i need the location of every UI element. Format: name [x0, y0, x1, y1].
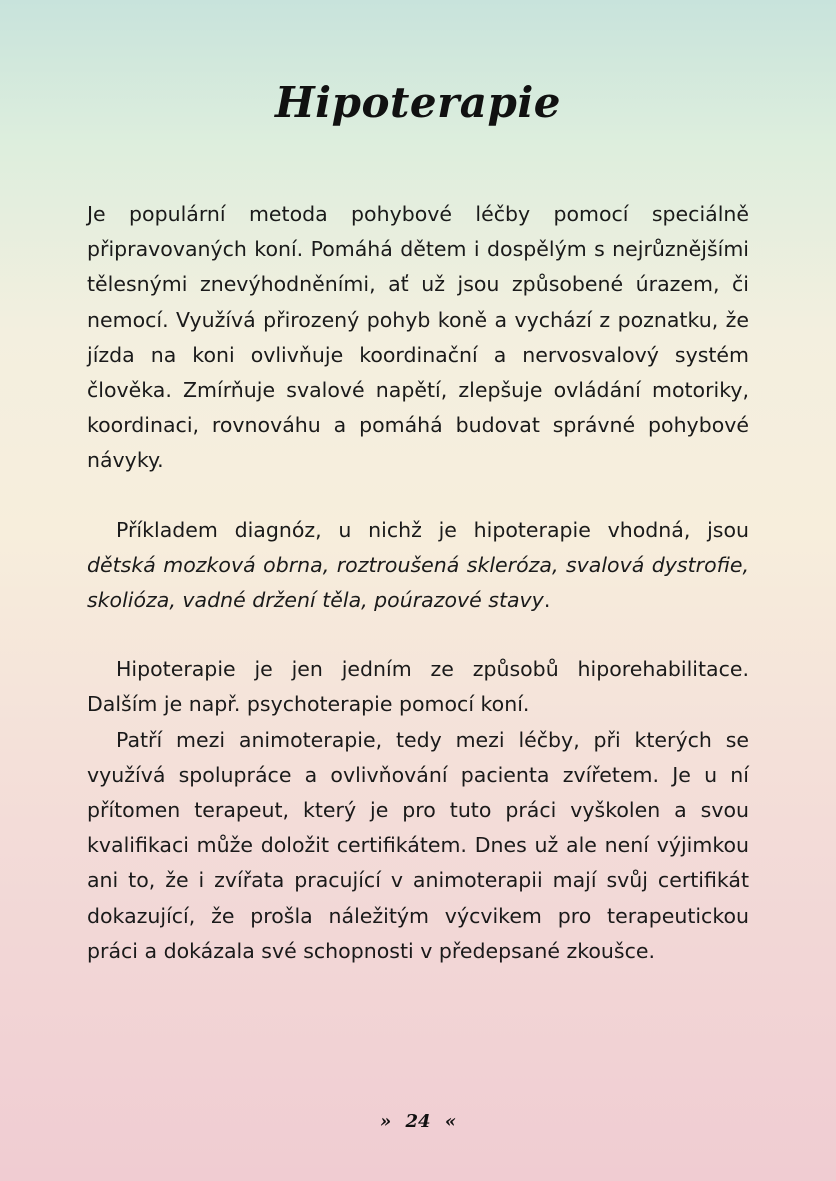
paragraph-animotherapy: Patří mezi animoterapie, tedy mezi léčby, při kterých se využívá spolupráce a ovlivňování pacienta zvířetem. Je u ní přítomen terapeut, který je pro tuto práci vyškolen a svou kvalifikaci může doložit certifikátem. Dnes už ale není výjimkou ani to, že i zvířata pracující v animoterapii mají svůj certifikát dokazující, že prošla náležitým výcvikem pro terapeutickou práci a dokázala své schopnosti v předepsané zkoušce.	[87, 727, 749, 963]
diagnoses-end: .	[543, 588, 551, 613]
footer-right-mark: «	[444, 1111, 457, 1132]
footer-left-mark: »	[379, 1111, 392, 1132]
paragraph-hiporehabilitation: Hipoterapie je jen jedním ze způsobů hiporehabilitace. Dalším je např. psychoterapie pomocí koní.	[87, 657, 749, 717]
diagnoses-intro: Příkladem diagnóz, u nichž je hipoterapie vhodná, jsou	[116, 517, 749, 542]
diagnoses-list: dětská mozková obrna, roztroušená skleróza, svalová dystrofie, skolióza, vadné držení těla, poúrazové stavy	[87, 552, 749, 613]
page-number-footer	[0, 1111, 836, 1132]
page-title: Hipoterapie	[274, 78, 562, 127]
paragraph-intro: Je populární metoda pohybové léčby pomocí speciálně připravovaných koní. Pomáhá dětem i dospělým s nejrůznějšími tělesnými znevýhodněními, ať už jsou způsobené úrazem, či nemocí. Využívá přirozený pohyb koně a vychází z poznatku, že jízda na koni ovlivňuje koordinační a nervosvalový systém člověka. Zmírňuje svalové napětí, zlepšuje ovládání motoriky, koordinaci, rovnováhu a pomáhá budovat správné pohybové návyky.	[87, 202, 749, 473]
page-number: 24	[405, 1111, 431, 1132]
paragraph-diagnoses	[87, 513, 749, 619]
body-text	[87, 197, 749, 969]
